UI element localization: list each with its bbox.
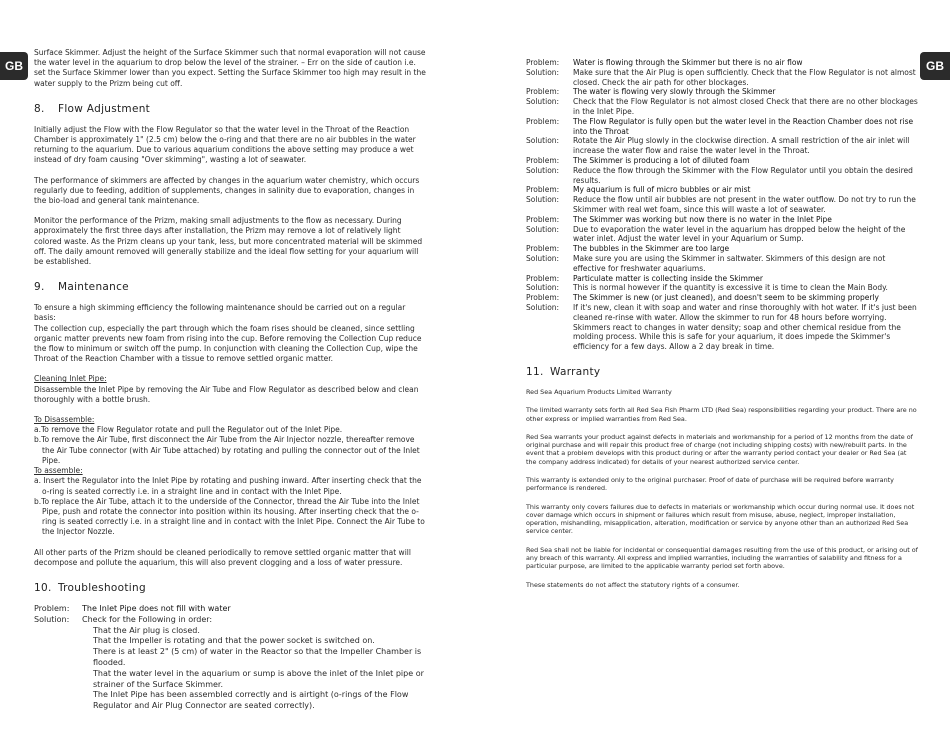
solution-row: Solution: Reduce the flow through the Skimmer with the Flow Regulator until you obtain the desired results. <box>526 165 913 185</box>
solution-row: Solution: Due to evaporation the water level in the aquarium has dropped below the height of the water inlet. Adjust the water level in your Aquarium or Sump. <box>526 224 906 244</box>
warranty-paragraph: Red Sea shall not be liable for incidental or consequential damages resulting from the use of this product, or arising out of any breach of this warranty. All express and implied warranties, including the warranties of salability and fitness for a particular purpose, are limited to the applicable warranty period set forth above. <box>526 545 918 571</box>
disassemble-step-a: a.To remove the Flow Regulator rotate and pull the Regulator out of the Inlet Pipe. <box>34 425 343 435</box>
troubleshooting-solution-row: Solution: Check for the Following in order: <box>34 614 213 624</box>
cleaning-inlet-pipe-text: Disassemble the Inlet Pipe by removing the Air Tube and Flow Regulator as described below and clean thoroughly with a bottle brush. <box>34 384 419 404</box>
problem-row: Problem: My aquarium is full of micro bubbles or air mist <box>526 185 751 195</box>
solution-row: Solution: Make sure you are using the Skimmer in saltwater. Skimmers of this design are not effective for freshwater aquariums. <box>526 253 886 273</box>
section-8-heading: 8. Flow Adjustment <box>34 102 151 115</box>
maintenance-p1: To ensure a high skimming efficiency the following maintenance should be carried out on a regular basis: <box>34 303 406 323</box>
warranty-paragraph: This warranty is extended only to the original purchaser. Proof of date of purchase will be required before warranty performance is rendered. <box>526 475 894 493</box>
flow-adjustment-p3: Monitor the performance of the Prizm, making small adjustments to the flow as necessary. During approximately the first three days after installation, the Prizm may remove a lot of relatively light colored waste. As the Prizm cleans up your tank, less, but more concentrated material will be skimmed off. The daily amount removed will generally stabilize and the ideal flow setting for your aquarium will be established. <box>34 216 423 267</box>
solution-row: Solution: This is normal however if the quantity is excessive it is time to clean the Main Body. <box>526 283 888 293</box>
left-column <box>34 48 426 712</box>
problem-row: Problem: The Flow Regulator is fully open but the water level in the Reaction Chamber does not rise into the Throat <box>526 116 914 136</box>
section-10-heading: 10. Troubleshooting <box>34 581 146 594</box>
problem-row: Problem: Water is flowing through the Skimmer but there is no air flow <box>526 58 803 67</box>
problem-row: Problem: The Skimmer is producing a lot of diluted foam <box>526 155 750 165</box>
language-tab-left: GB <box>0 52 28 80</box>
solution-row: Solution: Make sure that the Air Plug is open sufficiently. Check that the Flow Regulator is not almost closed. Check the air path for other blockages. <box>526 67 916 87</box>
check-item: There is at least 2" (5 cm) of water in the Reactor so that the Impeller Chamber is flooded. <box>93 647 422 667</box>
warranty-paragraph: The limited warranty sets forth all Red Sea Fish Pharm LTD (Red Sea) responsibilities regarding your product. There are no other express or implied warranties from Red Sea. <box>526 406 917 423</box>
problem-row: Problem: The water is flowing very slowly through the Skimmer <box>526 87 776 97</box>
flow-adjustment-p1: Initially adjust the Flow with the Flow Regulator so that the water level in the Throat of the Reaction Chamber is approximately 1" (2.5 cm) below the o-ring and that there are no air bubbles in the water returning to the aquarium. Due to various aquarium conditions the above setting may produce a wet instead of dry foam causing "Over skimming", wasting a lot of seawater. <box>34 124 416 165</box>
check-item: That the Impeller is rotating and that the power socket is switched on. <box>93 636 375 646</box>
warranty-subtitle: Red Sea Aquarium Products Limited Warranty <box>526 387 672 396</box>
solution-row: Solution: Check that the Flow Regulator is not almost closed Check that there are no other blockages in the Inlet Pipe. <box>526 97 918 116</box>
maintenance-p2: The collection cup, especially the part through which the foam rises should be cleaned, since settling organic matter prevents new foam from rising into the cup. Before removing the Collection Cup reduce the flow to minimum or switch off the pump. In conjunction with cleaning the Collection Cup, wipe the Throat of the Reaction Chamber with a tissue to remove settled organic matter. <box>34 323 422 364</box>
disassemble-step-b: b.To remove the Air Tube, first disconnect the Air Tube from the Air Injector nozzle, thereafter remove the Air Tube connector (with Air Tube attached) by rotating and pulling the connector out of the Inlet Pipe. <box>34 435 420 465</box>
section-9-heading: 9. Maintenance <box>34 281 129 294</box>
check-item: That the Air plug is closed. <box>93 625 200 635</box>
to-disassemble-heading: To Disassemble: <box>34 415 95 425</box>
solution-row: Solution: Reduce the flow until air bubbles are not present in the water outflow. Do not try to run the Skimmer with real wet foam, since this will waste a lot of seawater. <box>526 195 916 214</box>
warranty-paragraph: This warranty only covers failures due to defects in materials or workmanship which occur during normal use. It does not cover damage which occurs in shipment or failures which result from misuse, abuse, neglect, improper installation, operation, mishandling, misapplication, alteration, modification or service by anyone other than an authorized Red Sea service center. <box>526 502 915 536</box>
problem-solution-list <box>526 58 918 352</box>
section-11-heading: 11. Warranty <box>526 365 601 378</box>
assemble-step-b: b.To replace the Air Tube, attach it to the underside of the Connector, thread the Air Tube into the Inlet Pipe, push and rotate the connector into position within its housing. After inserting check that the o-ring is seated correctly i.e. in a straight line and in contact with the Inlet Pipe. Connect the Air Tube to the Injector Nozzle. <box>34 496 425 537</box>
warranty-paragraph: These statements do not affect the statutory rights of a consumer. <box>526 580 740 589</box>
to-assemble-heading: To assemble: <box>34 466 83 476</box>
troubleshooting-problem-row: Problem: The Inlet Pipe does not fill with water <box>34 603 231 613</box>
problem-row: Problem: The Skimmer is new (or just cleaned), and doesn't seem to be skimming properly <box>526 293 879 303</box>
warranty-paragraph: Red Sea warrants your product against defects in materials and workmanship for a period of 12 months from the date of original purchase and will repair this product free of charge (not including shipping costs) with new/rebuilt parts. In the event that a problem develops with this product during or after the warranty period contact your dealer or Red Sea (at the company address indicated) for details of your nearest authorized service center. <box>526 432 913 466</box>
flow-adjustment-p2: The performance of skimmers are affected by changes in the aquarium water chemistry, which occurs regularly due to feeding, addition of supplements, changes in salinity due to evaporation, changes in the bio-load and general tank maintenance. <box>34 175 420 206</box>
problem-row: Problem: The bubbles in the Skimmer are too large <box>526 244 730 254</box>
cleaning-inlet-pipe-heading: Cleaning Inlet Pipe: <box>34 374 107 384</box>
assemble-step-a: a. Insert the Regulator into the Inlet Pipe by rotating and pushing inward. After inserting check that the o-ring is seated correctly i.e. in a straight line and in contact with the Inlet Pipe. <box>34 476 422 496</box>
surface-skimmer-intro: Surface Skimmer. Adjust the height of the Surface Skimmer such that normal evaporation will not cause the water level in the aquarium to drop below the level of the strainer. – Err on the side of caution i.e. set the Surface Skimmer lower than you expect. Setting the Surface Skimmer too high may result in the water supply to the Prizm being cut off. <box>34 48 426 88</box>
language-tab-right: GB <box>920 52 950 80</box>
check-item: The Inlet Pipe has been assembled correctly and is airtight (o-rings of the Flow Regulator and Air Plug Connector are seated correctly). <box>93 690 409 711</box>
problem-row: Problem: The Skimmer was working but now there is no water in the Inlet Pipe <box>526 214 832 224</box>
problem-row: Problem: Particulate matter is collecting inside the Skimmer <box>526 273 763 283</box>
troubleshooting-checklist <box>34 626 426 712</box>
solution-row: Solution: If it's new, clean it with soap and water and rinse thoroughly with hot water. If it's just been cleaned re-rinse with water. Allow the skimmer to run for 48 hours before worrying. Skimmers react to changes in water density; soap and other chemical residue from the molding process. While this is safe for your aquarium, it does impede the Skimmer's efficiency for a few days. Allow a 2 day break in time. <box>526 302 917 352</box>
solution-row: Solution: Rotate the Air Plug slowly in the clockwise direction. A small restriction of the air inlet will increase the water flow and raise the water level in the Throat. <box>526 136 910 156</box>
maintenance-closing: All other parts of the Prizm should be cleaned periodically to remove settled organic matter that will decompose and pollute the aquarium, this will also prevent clogging and a loss of water pressure. <box>34 547 411 567</box>
right-column <box>526 58 918 589</box>
check-item: That the water level in the aquarium or sump is above the inlet of the Inlet pipe or strainer of the Surface Skimmer. <box>93 668 424 689</box>
